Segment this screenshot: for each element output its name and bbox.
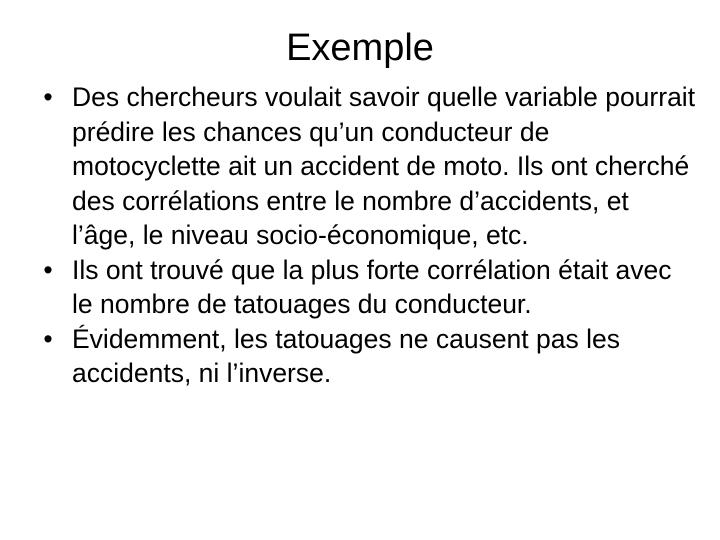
bullet-text: Des chercheurs voulait savoir quelle variable pourrait prédire les chances qu’un conducteur de motocyclette ait un accident de moto. Ils ont cherché des corrélations entre le nombre d’accidents, et l’âge, le niveau socio-économique, etc. (72, 82, 696, 250)
bullet-text: Évidemment, les tatouages ne causent pas les accidents, ni l’inverse. (72, 323, 620, 388)
bullet-icon: • (43, 82, 53, 112)
bullet-list (36, 80, 696, 391)
bullet-item (36, 322, 696, 391)
bullet-icon: • (43, 323, 53, 354)
bullet-icon: • (43, 254, 53, 285)
bullet-text: Ils ont trouvé que la plus forte corrélation était avec le nombre de tatouages du conducteur. (72, 254, 672, 319)
slide-title: Exemple (286, 27, 434, 69)
bullet-item (36, 80, 696, 253)
bullet-item (36, 253, 696, 322)
